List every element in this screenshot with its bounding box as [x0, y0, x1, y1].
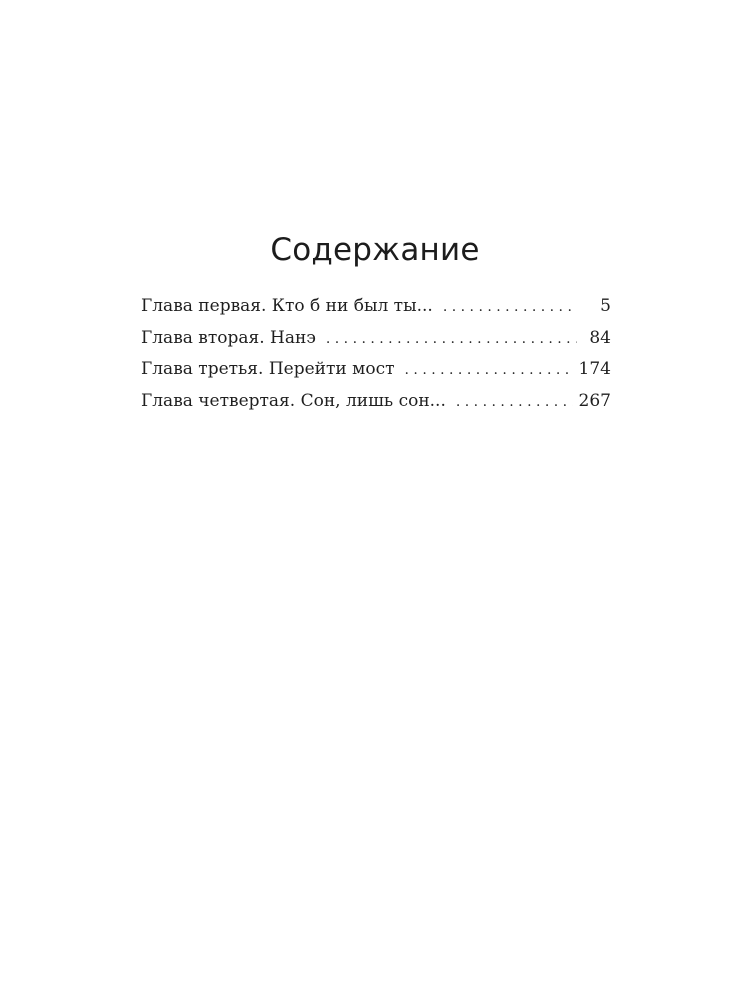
dot-leader: [456, 394, 573, 410]
dot-leader: [405, 362, 573, 378]
table-of-contents: [141, 296, 611, 422]
page-title: Содержание: [270, 232, 480, 268]
toc-entry-chapter-3: [141, 359, 611, 391]
toc-entry-page-number: 84: [589, 327, 611, 348]
toc-entry-chapter-4: [141, 391, 611, 423]
dot-leader: [443, 299, 577, 315]
toc-entry-label: Глава вторая. Нанэ: [141, 327, 316, 348]
toc-entry-chapter-1: [141, 296, 611, 328]
toc-entry-chapter-2: [141, 328, 611, 360]
toc-entry-label: Глава третья. Перейти мост: [141, 359, 395, 379]
toc-entry-label: Глава первая. Кто б ни был ты...: [141, 296, 433, 316]
toc-entry-label: Глава четвертая. Сон, лишь сон...: [141, 390, 446, 411]
toc-entry-page-number: 5: [600, 296, 611, 316]
toc-entry-page-number: 267: [578, 390, 611, 411]
toc-entry-page-number: 174: [578, 359, 611, 379]
dot-leader: [326, 331, 577, 347]
